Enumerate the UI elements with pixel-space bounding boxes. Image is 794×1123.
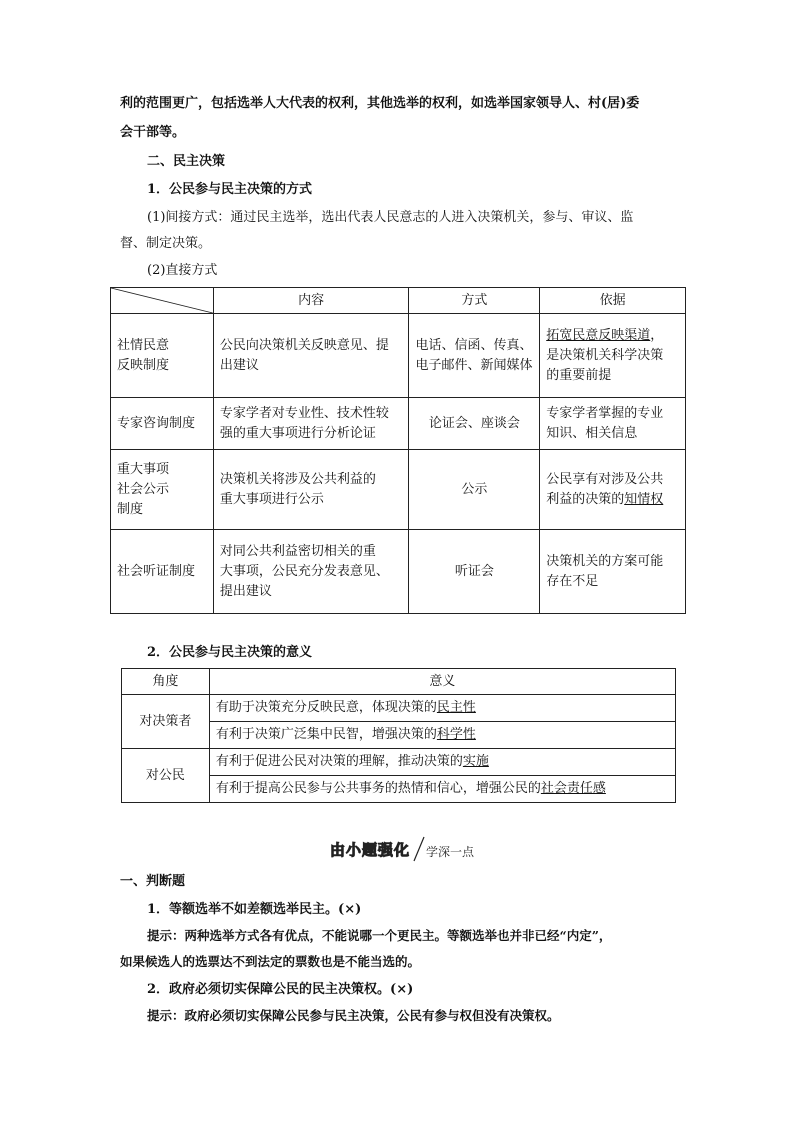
significance-table <box>121 668 676 803</box>
hint-2: 提示：政府必须切实保障公民参与民主决策，公民有参与权但没有决策权。 <box>147 1008 560 1023</box>
hint-1-line-2: 如果候选人的选票达不到法定的票数也是不能当选的。 <box>120 954 421 969</box>
row-content: 专家学者对专业性、技术性较 强的重大事项进行分析论证 <box>213 398 409 450</box>
judge-title: 一、判断题 <box>120 874 186 889</box>
significance-item: 有利于促进公民对决策的理解，推动决策的实施 <box>209 749 675 776</box>
row-method: 听证会 <box>409 530 540 614</box>
intro-line-2: 会干部等。 <box>120 125 186 140</box>
row-basis: 拓宽民意反映渠道， 是决策机关科学决策 的重要前提 <box>540 314 686 398</box>
header-basis: 依据 <box>540 288 686 314</box>
slash-divider <box>412 835 426 863</box>
diagonal-header-cell <box>111 288 214 314</box>
row-name: 专家咨询制度 <box>111 398 214 450</box>
row-name: 社情民意 反映制度 <box>111 314 214 398</box>
question-1: 1．等额选举不如差额选举民主。(×) <box>147 902 362 917</box>
banner-right: 学深一点 <box>426 845 475 859</box>
row-name: 社会听证制度 <box>111 530 214 614</box>
table-row <box>122 749 676 776</box>
table-row <box>111 450 686 530</box>
banner-left: 由小题强化 <box>330 841 411 859</box>
row-basis: 决策机关的方案可能 存在不足 <box>540 530 686 614</box>
indirect-line-1: (1)间接方式：通过民主选举，选出代表人民意志的人进入决策机关，参与、审议、监 <box>147 210 634 225</box>
indirect-line-2: 督、制定决策。 <box>120 236 212 251</box>
row-method: 电话、信函、传真、 电子邮件、新闻媒体 <box>409 314 540 398</box>
table-row <box>111 530 686 614</box>
row-method: 论证会、座谈会 <box>409 398 540 450</box>
question-2: 2．政府必须切实保障公民的民主决策权。(×) <box>147 982 414 997</box>
row-content: 决策机关将涉及公共利益的 重大事项进行公示 <box>213 450 409 530</box>
row-method: 公示 <box>409 450 540 530</box>
table-row <box>111 398 686 450</box>
intro-line-1: 利的范围更广，包括选举人大代表的权利，其他选举的权利，如选举国家领导人、村(居)委 <box>120 96 640 111</box>
hint-1-line-1: 提示：两种选举方式各有优点，不能说哪一个更民主。等额选举也并非已经“内定”， <box>147 928 612 943</box>
header-method: 方式 <box>409 288 540 314</box>
row-name: 重大事项 社会公示 制度 <box>111 450 214 530</box>
subsection-title-2: 2．公民参与民主决策的意义 <box>147 645 313 660</box>
section-title: 二、民主决策 <box>147 154 226 169</box>
row-basis: 公民享有对涉及公共 利益的决策的知情权 <box>540 450 686 530</box>
direct-title: (2)直接方式 <box>147 263 218 278</box>
significance-item: 有利于提高公民参与公共事务的热情和信心，增强公民的社会责任感 <box>209 776 675 803</box>
table-row <box>122 695 676 722</box>
group-label: 对决策者 <box>122 695 210 749</box>
table-row <box>111 314 686 398</box>
row-basis: 专家学者掌握的专业 知识、相关信息 <box>540 398 686 450</box>
direct-methods-table <box>110 287 686 614</box>
header-content: 内容 <box>213 288 409 314</box>
significance-item: 有利于决策广泛集中民智，增强决策的科学性 <box>209 722 675 749</box>
significance-item: 有助于决策充分反映民意，体现决策的民主性 <box>209 695 675 722</box>
row-content: 对同公共利益密切相关的重 大事项，公民充分发表意见、 提出建议 <box>213 530 409 614</box>
subsection-title-1: 1．公民参与民主决策的方式 <box>147 182 313 197</box>
header-significance: 意义 <box>209 669 675 695</box>
row-content: 公民向决策机关反映意见、提 出建议 <box>213 314 409 398</box>
group-label: 对公民 <box>122 749 210 803</box>
header-angle: 角度 <box>122 669 210 695</box>
section-banner <box>330 835 490 865</box>
